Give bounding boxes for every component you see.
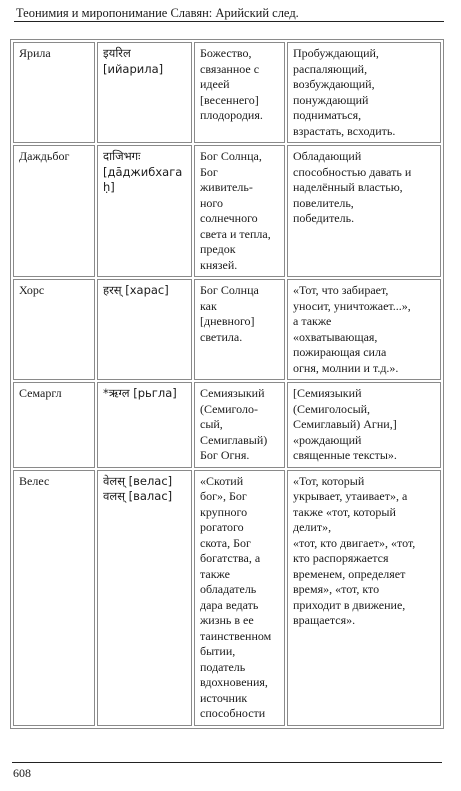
deity-name-cell: Семаргл: [13, 382, 95, 468]
theonym-table-body: [13, 42, 441, 726]
deity-meaning-line: жизнь в ее: [200, 613, 254, 627]
deity-meaning-line: Божество,: [200, 46, 252, 60]
sanskrit-form-line: दाजिभगः: [103, 149, 141, 163]
deity-meaning-line: «Скотий: [200, 473, 244, 488]
deity-meaning-line: как: [200, 298, 217, 313]
deity-meaning-line: ного: [200, 195, 224, 210]
deity-meaning-line: Семиглавый): [200, 432, 268, 447]
translation-line: Обладающий: [293, 149, 362, 163]
translation-line: огня, молнии и т.д.».: [293, 360, 399, 375]
deity-name-cell: Хорс: [13, 279, 95, 380]
deity-meaning-line: вдохновения,: [200, 675, 268, 689]
deity-meaning-line: связанное с: [200, 61, 260, 76]
translation-line: делит»,: [293, 520, 332, 534]
translation-line: укрывает, утаивает», а: [293, 489, 408, 503]
table-row: [13, 42, 441, 143]
sanskrit-form-line: वलस् [валас]: [103, 489, 173, 503]
translation-line: время», «тот, кто: [293, 582, 380, 596]
deity-name-cell: Велес: [13, 470, 95, 726]
translation-cell: [287, 470, 441, 726]
deity-meaning-line: богатства, а: [200, 551, 261, 565]
deity-meaning-line: [весеннего]: [200, 92, 259, 107]
deity-meaning-line: податель: [200, 659, 246, 674]
translation-line: победитель.: [293, 211, 355, 225]
translation-line: повелитель,: [293, 195, 354, 210]
translation-line: «охватывающая,: [293, 329, 378, 344]
translation-line: кто распоряжается: [293, 551, 389, 565]
deity-meaning-line: скота, Бог: [200, 535, 251, 550]
translation-cell: [287, 145, 441, 277]
translation-line: распаляющий,: [293, 61, 368, 76]
deity-meaning-line: солнечного: [200, 211, 258, 225]
translation-line: Пробуждающий,: [293, 46, 379, 60]
sanskrit-form-line: वेलस् [велас]: [103, 473, 173, 488]
sanskrit-form-line: इयरिल: [103, 46, 131, 60]
translation-line: священные тексты».: [293, 448, 397, 462]
theonym-table-container: [10, 39, 444, 729]
sanskrit-form-line: [ийарила]: [103, 61, 164, 76]
header-rule: [14, 21, 444, 22]
sanskrit-form-cell: [97, 382, 192, 468]
translation-line: возбуждающий,: [293, 77, 375, 91]
translation-line: понуждающий: [293, 92, 369, 107]
translation-line: взрастать, всходить.: [293, 123, 396, 138]
translation-cell: [287, 382, 441, 468]
deity-meaning-line: Семиязыкий: [200, 386, 265, 400]
translation-line: временем, определяет: [293, 566, 406, 581]
translation-line: уносит, уничтожает...»,: [293, 298, 411, 313]
translation-line: пожирающая сила: [293, 345, 387, 359]
sanskrit-form-cell: [97, 145, 192, 277]
table-row: [13, 145, 441, 277]
deity-meaning-line: Бог Огня.: [200, 448, 250, 462]
table-row: [13, 279, 441, 380]
deity-meaning-line: светила.: [200, 329, 243, 344]
running-head: Теонимия и миропонимание Славян: Арийский след.: [16, 6, 299, 20]
footer-rule: [12, 762, 442, 763]
deity-name-cell: Ярила: [13, 42, 95, 143]
deity-meaning-line: бытии,: [200, 644, 236, 658]
deity-meaning-line: рогатого: [200, 520, 244, 534]
translation-line: также «тот, который: [293, 504, 396, 519]
deity-meaning-line: Бог Солнца,: [200, 149, 262, 163]
deity-meaning-line: обладатель: [200, 582, 257, 596]
deity-meaning-cell: [194, 279, 285, 380]
sanskrit-form-line: हरस् [харас]: [103, 283, 169, 297]
deity-meaning-line: таинственном: [200, 628, 272, 643]
translation-line: «Тот, который: [293, 473, 365, 488]
deity-meaning-line: сый,: [200, 417, 223, 431]
deity-meaning-line: также: [200, 566, 231, 581]
table-row: [13, 382, 441, 468]
translation-line: вращается».: [293, 613, 356, 627]
deity-meaning-line: света и тепла,: [200, 226, 271, 241]
translation-line: Семиглавый) Агни,]: [293, 417, 397, 431]
deity-meaning-line: дара ведать: [200, 597, 259, 612]
deity-meaning-line: предок: [200, 242, 236, 256]
deity-meaning-line: идеей: [200, 77, 230, 91]
translation-line: [Семиязыкий: [293, 386, 362, 400]
translation-line: «рождающий: [293, 432, 362, 447]
translation-line: а также: [293, 314, 332, 328]
deity-meaning-line: Бог: [200, 164, 218, 179]
deity-meaning-line: Бог Солнца: [200, 283, 259, 297]
theonym-table: [10, 39, 444, 729]
deity-meaning-cell: [194, 470, 285, 726]
deity-meaning-line: князей.: [200, 257, 238, 272]
page-number: 608: [13, 766, 31, 780]
sanskrit-form-line: [дāджибхагаḥ]: [103, 164, 183, 194]
deity-meaning-line: живитель-: [200, 180, 253, 194]
sanskrit-form-cell: [97, 42, 192, 143]
deity-meaning-cell: [194, 145, 285, 277]
translation-line: (Семиголосый,: [293, 401, 371, 416]
deity-meaning-line: источник: [200, 690, 248, 705]
translation-line: наделённый властью,: [293, 180, 403, 194]
deity-meaning-line: плодородия.: [200, 108, 263, 122]
translation-line: приходит в движение,: [293, 597, 406, 612]
translation-cell: [287, 42, 441, 143]
sanskrit-form-line: *ऋग्ल [рьгла]: [103, 386, 177, 400]
sanskrit-form-cell: [97, 279, 192, 380]
translation-line: «Тот, что забирает,: [293, 283, 389, 297]
translation-cell: [287, 279, 441, 380]
deity-meaning-line: (Семиголо-: [200, 401, 258, 416]
deity-meaning-line: способности: [200, 706, 266, 720]
translation-line: «тот, кто двигает», «тот,: [293, 535, 416, 550]
deity-name-cell: Даждьбог: [13, 145, 95, 277]
translation-line: подниматься,: [293, 108, 362, 122]
deity-meaning-line: бог», Бог: [200, 489, 247, 503]
deity-meaning-cell: [194, 42, 285, 143]
deity-meaning-line: крупного: [200, 504, 248, 519]
table-row: [13, 470, 441, 726]
deity-meaning-line: [дневного]: [200, 314, 255, 328]
deity-meaning-cell: [194, 382, 285, 468]
translation-line: способностью давать и: [293, 164, 412, 179]
sanskrit-form-cell: [97, 470, 192, 726]
